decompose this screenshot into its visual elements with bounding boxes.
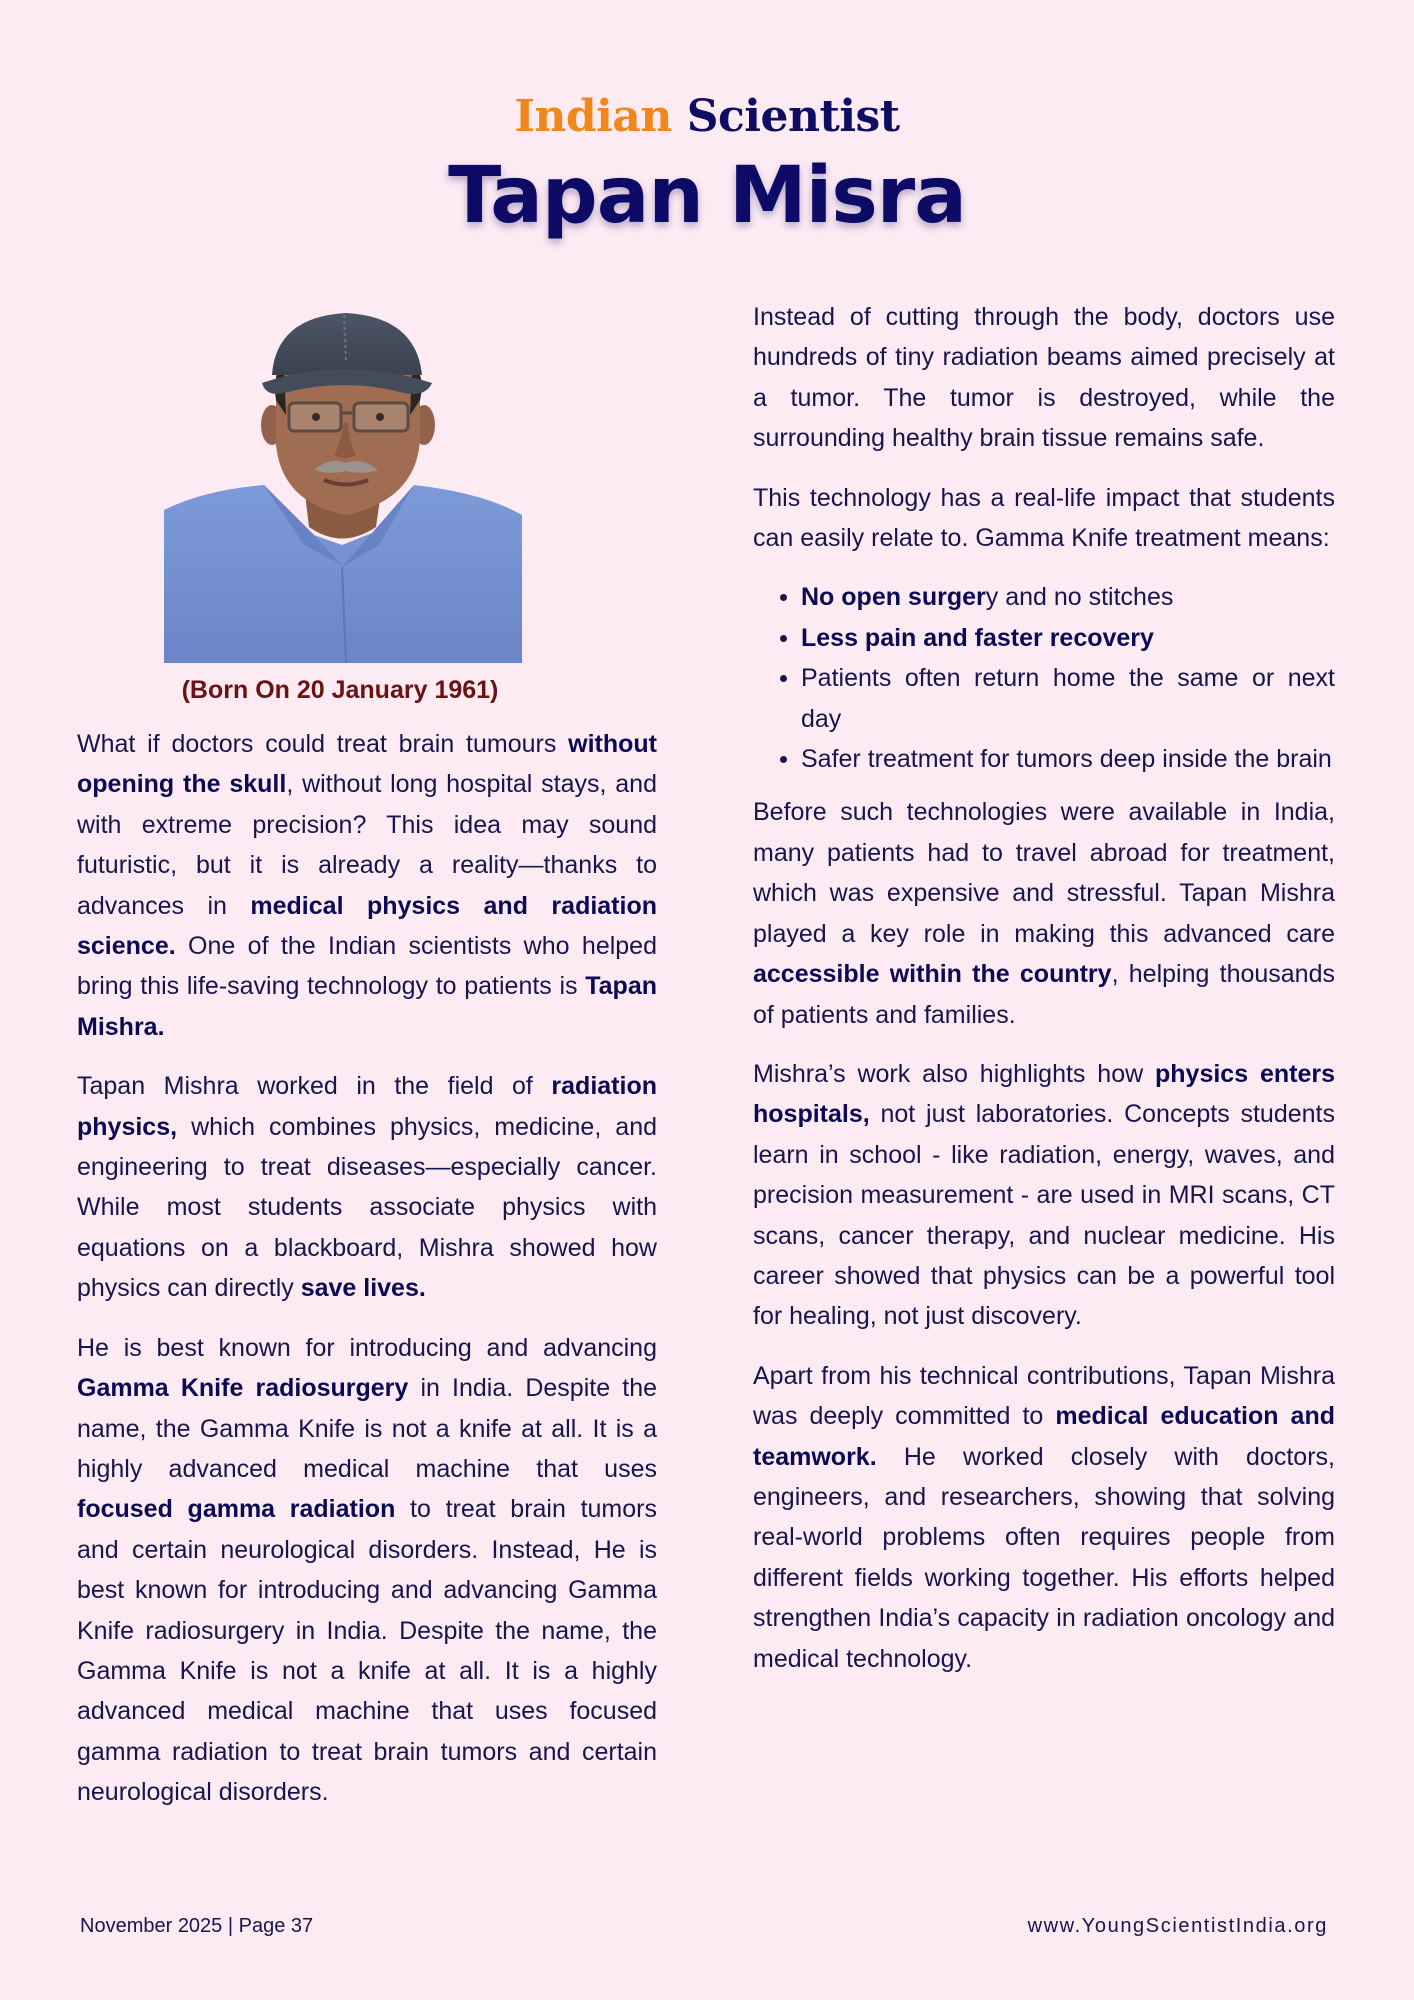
- portrait-photo: [164, 305, 522, 663]
- bold-phrase: focused gamma radiation: [77, 1495, 396, 1524]
- bold-phrase: Tapan Mishra.: [77, 972, 657, 1041]
- bold-phrase: without opening the skull: [77, 730, 657, 799]
- text-run: to treat brain tumors and certain neurological disorders. Instead, He is best known for introducing and advancing Gamma Knife radiosurgery in India. Despite the name, the Gamma Knife is not a knife at all. It is a highly advanced medical machine that uses focused gamma radiation to treat brain tumors and certain neurological disorders.: [77, 1495, 657, 1807]
- text-run: Patients often return home the same or next day: [801, 664, 1335, 733]
- bold-phrase: physics enters hospitals,: [753, 1059, 1335, 1129]
- text-run: He is best known for introducing and advancing: [77, 1333, 657, 1362]
- portrait-illustration: [164, 305, 522, 663]
- text-run: Apart from his technical contributions, Tapan Mishra was deeply committed to: [753, 1361, 1335, 1431]
- list-item: [801, 658, 1335, 739]
- list-item: [801, 739, 1335, 779]
- benefits-list: [753, 577, 1335, 779]
- left-column: [77, 724, 657, 1832]
- bold-phrase: Less pain and faster recovery: [801, 623, 1154, 652]
- access-paragraph: [753, 792, 1335, 1034]
- birth-date-caption: (Born On 20 January 1961): [181, 676, 499, 704]
- hospitals-paragraph: [753, 1054, 1335, 1337]
- text-run: which combines physics, medicine, and engineering to treat diseases—especially cancer. While most students associate physics with equations on a blackboard, Mishra showed how physics can directly: [77, 1112, 657, 1303]
- website-link[interactable]: www.YoungScientistIndia.org: [1027, 1915, 1328, 1937]
- kicker-scientist: Scientist: [686, 91, 900, 142]
- bold-phrase: radiation physics,: [77, 1072, 657, 1141]
- list-item: [801, 577, 1335, 617]
- text-run: , helping thousands of patients and families.: [753, 960, 1335, 1029]
- page-title: Tapan Misra: [448, 151, 966, 241]
- text-run: , without long hospital stays, and with extreme precision? This idea may sound futuristic, but it is already a reality—thanks to advances in: [77, 770, 657, 920]
- gamma-knife-paragraph: [77, 1328, 657, 1813]
- right-column: [753, 297, 1335, 1698]
- teamwork-paragraph: [753, 1356, 1335, 1679]
- kicker-indian: Indian: [514, 91, 672, 142]
- text-run: What if doctors could treat brain tumours: [77, 730, 569, 758]
- bold-phrase: No open surger: [801, 583, 986, 612]
- text-run: y and no stitches: [985, 583, 1174, 612]
- bold-phrase: save lives.: [300, 1274, 426, 1303]
- text-run: in India. Despite the name, the Gamma Knife is not a knife at all. It is a highly advanced medical machine that uses: [77, 1374, 658, 1483]
- text-run: Mishra’s work also highlights how: [753, 1059, 1155, 1088]
- text-run: Before such technologies were available in India, many patients had to travel abroad for treatment, which was expensive and stressful. Tapan Mishra played a key role in making this advanced care: [753, 798, 1335, 948]
- intro-paragraph: [77, 724, 657, 1047]
- impact-paragraph: This technology has a real-life impact that students can easily relate to. Gamma Knife treatment means:: [753, 483, 1335, 553]
- radiation-physics-paragraph: [77, 1066, 657, 1308]
- text-run: One of the Indian scientists who helped bring this life-saving technology to patients is: [77, 932, 657, 1001]
- technique-paragraph: Instead of cutting through the body, doctors use hundreds of tiny radiation beams aimed precisely at a tumor. The tumor is destroyed, while the surrounding healthy brain tissue remains safe.: [753, 303, 1335, 453]
- section-kicker: [0, 91, 1414, 142]
- issue-page-number: November 2025 | Page 37: [80, 1915, 314, 1937]
- text-run: not just laboratories. Concepts students learn in school - like radiation, energy, waves, and precision measurement - are used in MRI scans, CT scans, cancer therapy, and nuclear medicine. His career showed that physics can be a powerful tool for healing, not just discovery.: [753, 1100, 1335, 1331]
- bold-phrase: accessible within the country: [753, 960, 1112, 989]
- text-run: Safer treatment for tumors deep inside the brain: [801, 745, 1332, 774]
- page-header: [0, 91, 1414, 241]
- bold-phrase: medical physics and radiation science.: [77, 891, 657, 961]
- list-item: [801, 618, 1335, 658]
- text-run: Tapan Mishra worked in the field of: [77, 1072, 552, 1101]
- bold-phrase: medical education and teamwork.: [753, 1402, 1335, 1471]
- bold-phrase: Gamma Knife radiosurgery: [77, 1374, 409, 1403]
- text-run: He worked closely with doctors, engineers, and researchers, showing that solving real-world problems often requires people from different fields working together. His efforts helped strengthen India’s capacity in radiation oncology and medical technology.: [753, 1442, 1335, 1673]
